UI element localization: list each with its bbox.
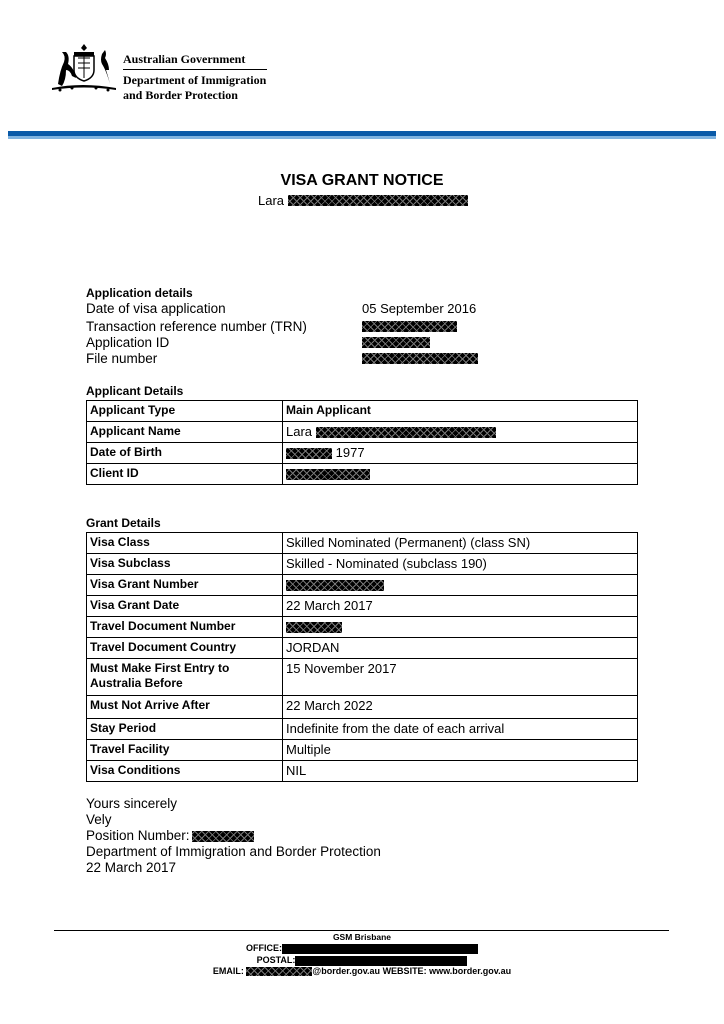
table-row (87, 464, 638, 485)
applicant-first-name: Lara (286, 424, 313, 439)
table-row (87, 443, 638, 464)
signature-block (86, 796, 381, 876)
table-key: Visa Grant Number (87, 575, 283, 596)
applicant-details-heading: Applicant Details (86, 384, 184, 398)
redacted-client-id (286, 469, 370, 480)
website-link[interactable]: www.border.gov.au (429, 966, 512, 976)
file-number-value (362, 353, 478, 364)
table-value: Skilled - Nominated (subclass 190) (283, 554, 638, 575)
file-number-label: File number (86, 351, 158, 366)
redacted-file-number (362, 353, 478, 364)
table-value (283, 575, 638, 596)
redacted-postal-address (295, 956, 467, 966)
table-row (87, 422, 638, 443)
table-value (283, 617, 638, 638)
application-id-value (362, 337, 430, 348)
email-label: EMAIL: (212, 966, 244, 976)
application-date-label: Date of visa application (86, 301, 226, 316)
office-line (0, 943, 724, 955)
table-value: 15 November 2017 (283, 659, 638, 696)
table-key: Must Not Arrive After (87, 696, 283, 719)
table-value: 22 March 2017 (283, 596, 638, 617)
government-name-block (123, 52, 267, 103)
table-key: Visa Grant Date (87, 596, 283, 617)
government-name: Australian Government (123, 52, 246, 66)
table-key: Must Make First Entry to Australia Before (87, 659, 283, 696)
table-value (283, 443, 638, 464)
table-row (87, 617, 638, 638)
signatory-name: Vely (86, 812, 112, 827)
grant-details-table (86, 532, 638, 782)
redacted-surname (288, 195, 468, 206)
redacted-application-id (362, 337, 430, 348)
table-key: Applicant Type (87, 401, 283, 422)
closing: Yours sincerely (86, 796, 178, 811)
position-number-label: Position Number: (86, 828, 190, 843)
trn-label: Transaction reference number (TRN) (86, 319, 307, 334)
table-value: NIL (283, 761, 638, 782)
redacted-office-address (282, 944, 478, 954)
table-value: Multiple (283, 740, 638, 761)
department-line-2: and Border Protection (123, 88, 238, 102)
table-key: Travel Document Number (87, 617, 283, 638)
redacted-travel-document-number (286, 622, 342, 633)
grant-details-heading: Grant Details (86, 516, 161, 530)
table-value: Main Applicant (283, 401, 638, 422)
applicant-details-table (86, 400, 638, 485)
table-key: Client ID (87, 464, 283, 485)
redacted-email-user (246, 967, 312, 976)
table-row (87, 554, 638, 575)
table-key: Visa Class (87, 533, 283, 554)
table-row (87, 696, 638, 719)
signature-department: Department of Immigration and Border Protection (86, 844, 381, 859)
table-key: Visa Conditions (87, 761, 283, 782)
table-row (87, 740, 638, 761)
coat-of-arms-logo (50, 38, 118, 94)
application-details-heading: Application details (86, 286, 193, 300)
table-row (87, 761, 638, 782)
table-value: Skilled Nominated (Permanent) (class SN) (283, 533, 638, 554)
contact-line (0, 966, 724, 978)
table-row (87, 575, 638, 596)
header-rule (123, 69, 267, 70)
redacted-grant-number (286, 580, 384, 591)
table-value (283, 464, 638, 485)
table-value: Indefinite from the date of each arrival (283, 719, 638, 740)
redacted-surname (316, 427, 496, 438)
table-row (87, 719, 638, 740)
redacted-birth-day-month (286, 448, 332, 459)
office-label: OFFICE: (246, 943, 282, 953)
application-date-value: 05 September 2016 (362, 301, 477, 316)
table-row (87, 596, 638, 617)
header-bar-accent (8, 136, 716, 139)
signature-date: 22 March 2017 (86, 860, 177, 875)
page-title: VISA GRANT NOTICE (280, 172, 444, 189)
application-id-label: Application ID (86, 335, 170, 350)
table-key: Travel Facility (87, 740, 283, 761)
email-domain[interactable]: @border.gov.au (312, 966, 381, 976)
table-key: Visa Subclass (87, 554, 283, 575)
table-key: Stay Period (87, 719, 283, 740)
redacted-position-number (192, 831, 254, 842)
footer-divider (54, 930, 669, 931)
table-key: Applicant Name (87, 422, 283, 443)
postal-line (0, 955, 724, 967)
trn-value (362, 321, 457, 332)
table-value: 22 March 2022 (283, 696, 638, 719)
table-value: JORDAN (283, 638, 638, 659)
table-row (87, 659, 638, 696)
birth-year: 1977 (335, 445, 365, 460)
department-line-1: Department of Immigration (123, 73, 267, 87)
table-row (87, 401, 638, 422)
table-key: Date of Birth (87, 443, 283, 464)
website-label: WEBSITE: (382, 966, 427, 976)
position-number (86, 828, 381, 844)
office-name: GSM Brisbane (332, 932, 392, 942)
table-row (87, 533, 638, 554)
recipient-name (258, 193, 468, 208)
table-row (87, 638, 638, 659)
table-value (283, 422, 638, 443)
postal-label: POSTAL: (256, 955, 296, 965)
table-key: Travel Document Country (87, 638, 283, 659)
recipient-first-name: Lara (258, 193, 285, 208)
redacted-trn (362, 321, 457, 332)
